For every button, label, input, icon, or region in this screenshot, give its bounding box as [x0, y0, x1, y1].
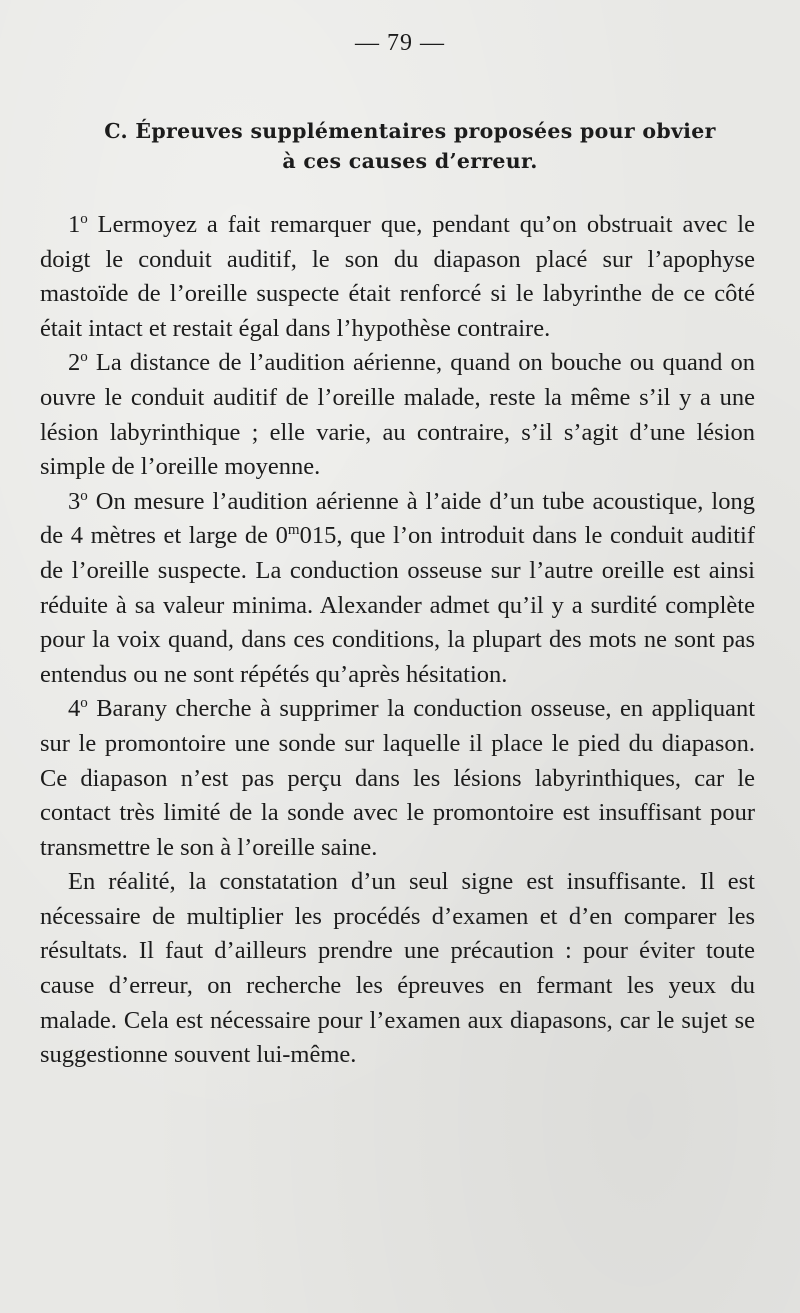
paragraph-4 — [40, 692, 755, 865]
unit-marker: m — [287, 522, 300, 539]
section-heading-line-1: C. Épreuves supplémentaires proposées pour obvier — [104, 119, 716, 143]
paragraph-number: 2 — [68, 349, 81, 377]
paragraph-5 — [40, 865, 755, 1073]
ordinal-marker: o — [80, 349, 88, 366]
section-heading-line-2: à ces causes d’erreur. — [282, 149, 538, 173]
paragraph-text: La distance de l’audition aérienne, quand on bouche ou quand on ouvre le conduit auditif de l’oreille malade, reste la même s’il y a une lésion labyrinthique ; elle varie, au contraire, s’il s’agit d’une lésion simple de l’oreille moyenne. — [40, 349, 755, 481]
paragraph-text-before: On mesure l’audition aérienne à l’aide d’un tube acoustique, long de 4 mètres et large de 0 — [40, 487, 755, 550]
paragraph-number: 1 — [68, 211, 81, 238]
paragraph-text-after: 015, que l’on introduit dans le conduit auditif de l’oreille suspecte. La conduction osseuse sur l’autre oreille est ainsi réduite à sa valeur minima. Alexander admet qu’il y a surdité complète pour la voix quand, dans ces conditions, la plupart des mots ne sont pas entendus ou ne sont répétés qu’après hésitation. — [40, 522, 755, 688]
ordinal-marker: o — [80, 211, 88, 227]
paragraph-text: Barany cherche à supprimer la conduction osseuse, en appliquant sur le promontoire une sonde sur laquelle il place le pied du diapason. Ce diapason n’est pas perçu dans les lésions labyrinthiques, car le contact très limité de la sonde avec le promontoire est insuffisant pour transmettre le son à l’oreille saine. — [40, 695, 755, 861]
page-number: — 79 — — [355, 30, 445, 56]
body-text — [40, 208, 755, 1073]
paragraph-number: 3 — [68, 487, 81, 515]
paragraph-text: Lermoyez a fait remarquer que, pendant qu’on obstruait avec le doigt le conduit auditif, le son du diapason placé sur l’apophyse mastoïde de l’oreille suspecte était renforcé si le labyrinthe de ce côté était intact et restait égal dans l’hypothèse contraire. — [40, 211, 755, 342]
paragraph-3 — [40, 485, 755, 693]
ordinal-marker: o — [80, 695, 88, 712]
paragraph-number: 4 — [68, 695, 81, 723]
ordinal-marker: o — [80, 487, 88, 504]
paragraph-2 — [40, 346, 755, 484]
section-heading — [60, 116, 760, 176]
paragraph-1 — [40, 208, 755, 346]
paragraph-text: En réalité, la constatation d’un seul signe est insuffisante. Il est nécessaire de multiplier les procédés d’examen et d’en comparer les résultats. Il faut d’ailleurs prendre une précaution : pour éviter toute cause d’erreur, on recherche les épreuves en fermant les yeux du malade. Cela est nécessaire pour l’examen aux diapasons, car le sujet se suggestionne souvent lui-même. — [40, 868, 755, 1069]
